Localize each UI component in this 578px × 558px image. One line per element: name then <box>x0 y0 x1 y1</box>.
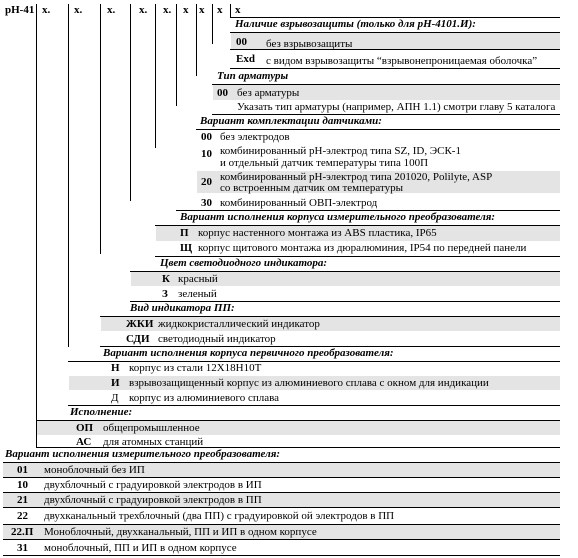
execution-code-op: ОП <box>76 422 94 434</box>
led-text-green: зеленый <box>178 288 217 300</box>
armature-text-custom: Указать тип арматуры (например, АПН 1.1) смотри главу 5 каталога <box>237 101 556 113</box>
primary-case-code-i: И <box>111 377 120 389</box>
explosion-text-00: без взрывозащиты <box>266 38 353 50</box>
meter-text-21: двухблочный с градуировкой электродов в ПП <box>44 494 262 506</box>
code-pos-1: x. <box>42 4 51 16</box>
indicator-title: Вид индикатора ПП: <box>130 302 235 314</box>
indicator-text-lcd: жидкокристаллический индикатор <box>158 318 320 330</box>
primary-case-text-n: корпус из стали 12Х18Н10Т <box>129 362 262 374</box>
code-pos-9: x <box>235 4 241 16</box>
sensors-code-20: 20 <box>201 176 212 188</box>
code-pos-4: x. <box>139 4 148 16</box>
explosion-code-exd: Exd <box>236 53 255 65</box>
indicator-code-lcd: ЖКИ <box>126 318 154 330</box>
indicator-text-led: светодиодный индикатор <box>158 333 276 345</box>
sensors-code-10: 10 <box>201 148 212 160</box>
meter-text-10: двухблочный с градуировкой электродов в ИП <box>44 479 262 491</box>
meter-text-22p: Моноблочный, двухканальный, ПП и ИП в одном корпусе <box>44 526 317 538</box>
transducer-case-text-sch: корпус щитового монтажа из дюралюминия, IP54 по передней панели <box>198 242 527 254</box>
primary-case-text-d: корпус из алюминиевого сплава <box>129 392 280 404</box>
sensors-code-00: 00 <box>201 131 212 143</box>
transducer-case-code-sch: Щ <box>180 242 193 254</box>
led-title: Цвет светодиодного индикатора: <box>160 257 328 269</box>
sensors-code-30: 30 <box>201 197 212 209</box>
model-code: рН-41 <box>5 4 35 16</box>
indicator-code-led: СДИ <box>126 333 150 345</box>
armature-title: Тип арматуры <box>217 70 289 82</box>
transducer-case-code-p: П <box>180 227 189 239</box>
sensors-text-30: комбинированный ОВП-электрод <box>220 197 378 209</box>
armature-code-00: 00 <box>217 87 228 99</box>
meter-code-22p: 22.П <box>11 526 34 538</box>
meter-text-31: моноблочный, ПП и ИП в одном корпусе <box>44 542 237 554</box>
code-pos-2: x. <box>74 4 83 16</box>
code-pos-3: x. <box>107 4 116 16</box>
meter-code-10: 10 <box>17 479 28 491</box>
led-code-red: К <box>162 273 170 285</box>
meter-code-31: 31 <box>17 542 28 554</box>
armature-text-00: без арматуры <box>237 87 300 99</box>
sensors-text-10-a: комбинированный pH-электрод типа SZ, ID, ЭСК-1 <box>220 145 461 157</box>
meter-title: Вариант исполнения измерительного преобразователя: <box>5 448 281 460</box>
primary-case-code-n: Н <box>111 362 120 374</box>
execution-code-as: АС <box>76 436 92 448</box>
sensors-title: Вариант комплектации датчиками: <box>200 115 382 127</box>
explosion-title: Наличие взрывозащиты (только для рН-4101.И): <box>235 18 476 30</box>
meter-text-22: двухканальный трехблочный (два ПП) с градуировкой ой электродов в ПП <box>44 510 395 522</box>
led-text-red: красный <box>178 273 218 285</box>
code-pos-8: x <box>217 4 223 16</box>
primary-case-code-d: Д <box>111 392 119 404</box>
transducer-case-text-p: корпус настенного монтажа из ABS пластика, IP65 <box>198 227 437 239</box>
meter-text-01: моноблочный без ИП <box>44 464 145 476</box>
explosion-text-exd: с видом взрывозащиты “взрывонепроницаемая оболочка” <box>266 55 538 67</box>
primary-case-text-i: взрывозащищенный корпус из алюминиевого сплава с окном для индикации <box>129 377 489 389</box>
execution-text-op: общепромышленное <box>103 422 200 434</box>
code-pos-5: x. <box>163 4 172 16</box>
meter-code-21: 21 <box>17 494 28 506</box>
meter-code-22: 22 <box>17 510 28 522</box>
code-pos-6: x <box>183 4 189 16</box>
code-pos-7: x <box>199 4 205 16</box>
sensors-text-10-b: и отдельный датчик температуры типа 100П <box>220 157 429 169</box>
meter-code-01: 01 <box>17 464 28 476</box>
explosion-code-00: 00 <box>236 36 247 48</box>
execution-text-as: для атомных станций <box>103 436 204 448</box>
execution-title: Исполнение: <box>70 406 133 418</box>
sensors-text-00: без электродов <box>220 131 290 143</box>
sensors-text-20-a: комбинированный pH-электрод типа 201020, Polilyte, ASP <box>220 171 493 183</box>
sensors-text-20-b: со встроенным датчик ом температуры <box>220 182 404 194</box>
primary-case-title: Вариант исполнения корпуса первичного преобразователя: <box>103 347 394 359</box>
led-code-green: З <box>162 288 168 300</box>
transducer-case-title: Вариант исполнения корпуса измерительного преобразователя: <box>180 211 496 223</box>
